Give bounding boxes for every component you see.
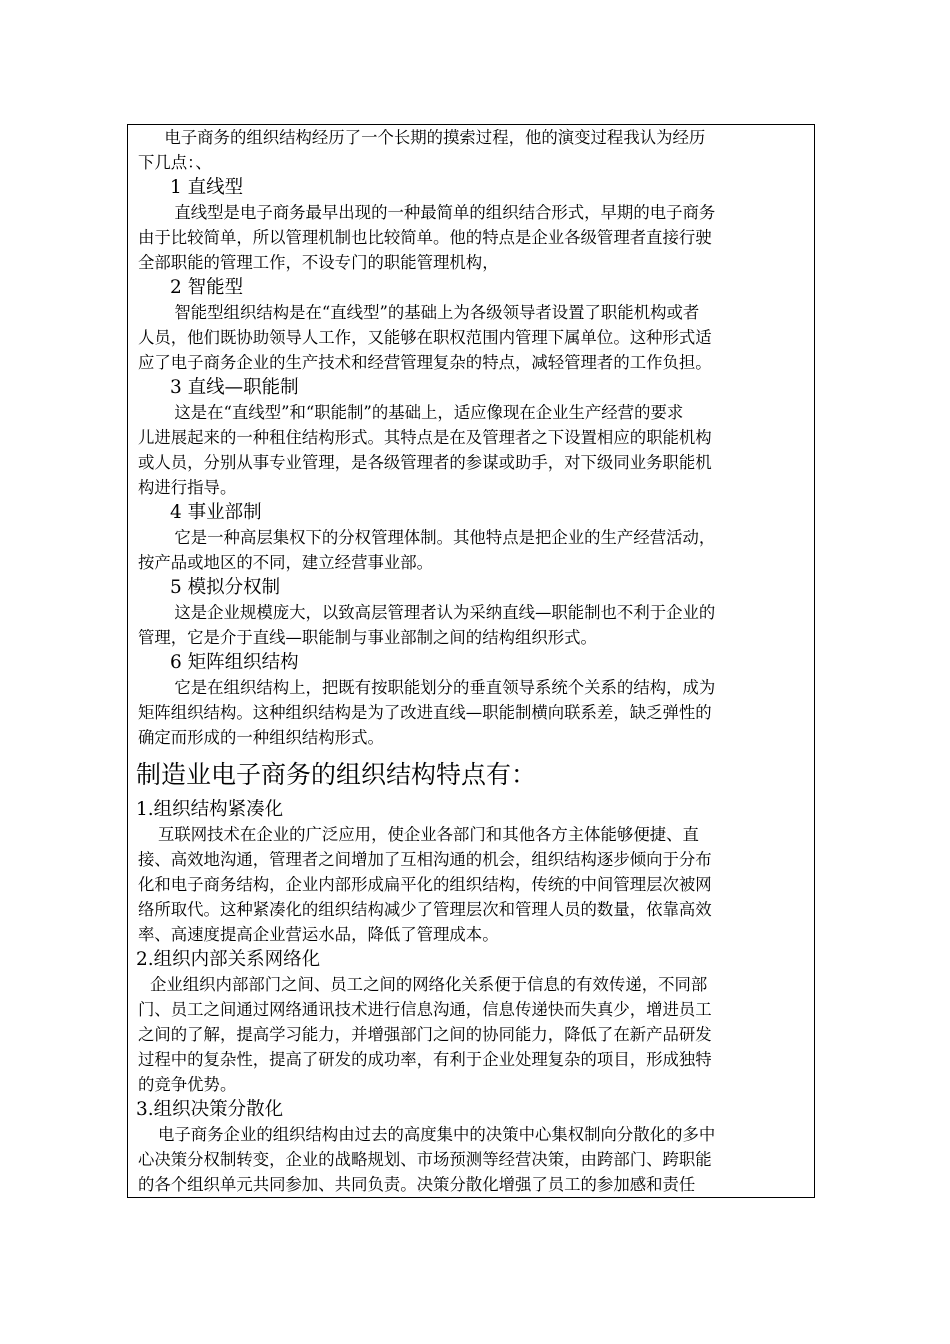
body-line: 人员，他们既协助领导人工作，又能够在职权范围内管理下属单位。这种形式适 (138, 328, 712, 347)
intro-line: 下几点：、 (138, 153, 212, 172)
body-line: 矩阵组织结构。这种组织结构是为了改进直线—职能制横向联系差，缺乏弹性的 (138, 703, 712, 722)
body-line: 门、员工之间通过网络通讯技术进行信息沟通，信息传递快而失真少，增进员工 (138, 1000, 712, 1019)
body-line: 构进行指导。 (138, 478, 237, 497)
feature-heading: 1.组织结构紧凑化 (136, 799, 284, 820)
content-table-cell (127, 124, 815, 1198)
type-heading: 3 直线—职能制 (170, 377, 299, 398)
body-line: 心决策分权制转变，企业的战略规划、市场预测等经营决策，由跨部门、跨职能 (138, 1150, 712, 1169)
body-line: 化和电子商务结构，企业内部形成扁平化的组织结构，传统的中间管理层次被网 (138, 875, 712, 894)
body-line: 直线型是电子商务最早出现的一种最简单的组织结合形式，早期的电子商务 (158, 203, 716, 222)
body-line: 这是在“直线型”和“职能制”的基础上，适应像现在企业生产经营的要求 (158, 403, 684, 422)
body-line: 确定而形成的一种组织结构形式。 (138, 728, 384, 747)
body-line: 接、高效地沟通，管理者之间增加了互相沟通的机会，组织结构逐步倾向于分布 (138, 850, 712, 869)
body-line: 的竞争优势。 (138, 1075, 237, 1094)
type-heading: 2 智能型 (170, 277, 244, 298)
feature-heading: 2.组织内部关系网络化 (136, 949, 321, 970)
body-line: 它是在组织结构上，把既有按职能划分的垂直领导系统个关系的结构，成为 (158, 678, 716, 697)
body-line: 络所取代。这种紧凑化的组织结构减少了管理层次和管理人员的数量，依靠高效 (138, 900, 712, 919)
type-heading: 5 模拟分权制 (170, 577, 281, 598)
body-line: 由于比较简单，所以管理机制也比较简单。他的特点是企业各级管理者直接行驶 (138, 228, 712, 247)
body-line: 互联网技术在企业的广泛应用，使企业各部门和其他各方主体能够便捷、直 (158, 825, 699, 844)
body-line: 企业组织内部部门之间、员工之间的网络化关系便于信息的有效传递，不同部 (150, 975, 708, 994)
body-line: 管理，它是介于直线—职能制与事业部制之间的结构组织形式。 (138, 628, 597, 647)
body-line: 儿进展起来的一种租住结构形式。其特点是在及管理者之下设置相应的职能机构 (138, 428, 712, 447)
body-line: 率、高速度提高企业营运水品，降低了管理成本。 (138, 925, 499, 944)
body-line: 过程中的复杂性，提高了研发的成功率，有利于企业处理复杂的项目，形成独特 (138, 1050, 712, 1069)
type-heading: 4 事业部制 (170, 502, 262, 523)
body-line: 智能型组织结构是在“直线型”的基础上为各级领导者设置了职能机构或者 (158, 303, 700, 322)
body-line: 电子商务企业的组织结构由过去的高度集中的决策中心集权制向分散化的多中 (158, 1125, 716, 1144)
intro-line: 电子商务的组织结构经历了一个长期的摸索过程，他的演变过程我认为经历 (148, 128, 706, 147)
body-line: 按产品或地区的不同，建立经营事业部。 (138, 553, 434, 572)
type-heading: 1 直线型 (170, 177, 244, 198)
body-line: 的各个组织单元共同参加、共同负责。决策分散化增强了员工的参加感和责任 (138, 1175, 696, 1194)
body-line: 这是企业规模庞大，以致高层管理者认为采纳直线—职能制也不利于企业的 (158, 603, 716, 622)
body-line: 或人员，分别从事专业管理，是各级管理者的参谋或助手，对下级同业务职能机 (138, 453, 712, 472)
section-title: 制造业电子商务的组织结构特点有： (136, 760, 537, 789)
body-line: 之间的了解，提高学习能力，并增强部门之间的协同能力，降低了在新产品研发 (138, 1025, 712, 1044)
body-line: 应了电子商务企业的生产技术和经营管理复杂的特点，减轻管理者的工作负担。 (138, 353, 712, 372)
feature-heading: 3.组织决策分散化 (136, 1099, 284, 1120)
type-heading: 6 矩阵组织结构 (170, 652, 299, 673)
body-line: 全部职能的管理工作，不设专门的职能管理机构， (138, 253, 499, 272)
body-line: 它是一种高层集权下的分权管理体制。其他特点是把企业的生产经营活动， (158, 528, 716, 547)
